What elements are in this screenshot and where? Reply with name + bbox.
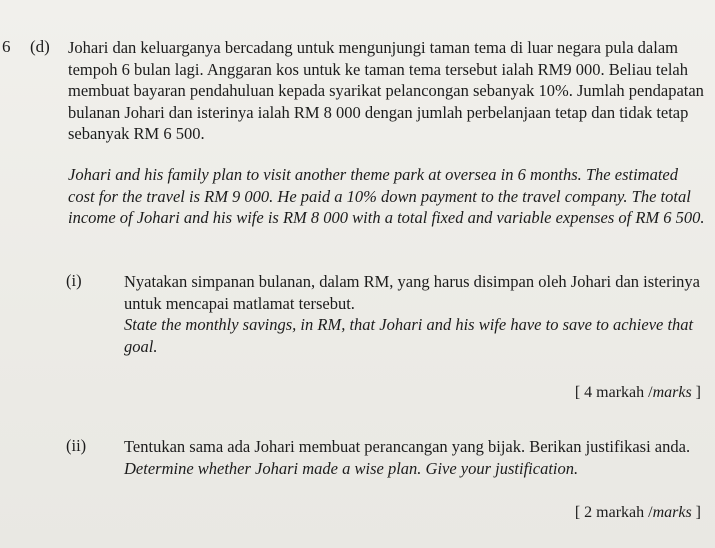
- sub-question-i-label: (i): [66, 271, 82, 290]
- malay-paragraph: Johari dan keluarganya bercadang untuk mengunjungi taman tema di luar negara pula dalam tempoh 6 bulan lagi. Anggaran kos untuk ke taman tema tersebut ialah RM9 000. Beliau telah membuat bayaran pendahuluan kepada syarikat pelancongan sebanyak 10%. Jumlah pendapatan bulanan Johari dan isterinya ialah RM 8 000 dengan jumlah perbelanjaan tetap dan tidak tetap sebanyak RM 6 500.: [68, 38, 704, 143]
- sub-question-ii-text: [124, 436, 704, 479]
- marks-english: marks: [652, 384, 692, 401]
- sub-question-i-text: [124, 271, 704, 357]
- sub-question-i-english: State the monthly savings, in RM, that Johari and his wife have to save to achieve that goal.: [124, 315, 694, 356]
- sub-question-ii-label: (ii): [66, 436, 87, 455]
- marks-english: marks: [652, 504, 692, 521]
- sub-question-i-malay: Nyatakan simpanan bulanan, dalam RM, yang harus disimpan oleh Johari dan isterinya untuk mencapai matlamat tersebut.: [124, 272, 700, 313]
- marks-close: ]: [691, 384, 701, 401]
- marks-close: ]: [691, 504, 701, 521]
- sub-question-ii-english: Determine whether Johari made a wise plan. Give your justification.: [124, 458, 579, 478]
- marks-malay: [ 4 markah /: [574, 384, 653, 401]
- sub-question-ii-malay: Tentukan sama ada Johari membuat perancangan yang bijak. Berikan justifikasi anda.: [124, 437, 691, 456]
- question-number: 6: [2, 37, 11, 56]
- english-paragraph: Johari and his family plan to visit another theme park at oversea in 6 months. The estimated cost for the travel is RM 9 000. He paid a 10% down payment to the travel company. The total income of Johari and his wife is RM 8 000 with a total fixed and variable expenses of RM 6 500.: [68, 165, 705, 227]
- sub-question-ii-marks: [575, 504, 701, 522]
- sub-question-i-marks: [575, 384, 701, 402]
- part-label: (d): [30, 37, 50, 56]
- marks-malay: [ 2 markah /: [574, 504, 653, 521]
